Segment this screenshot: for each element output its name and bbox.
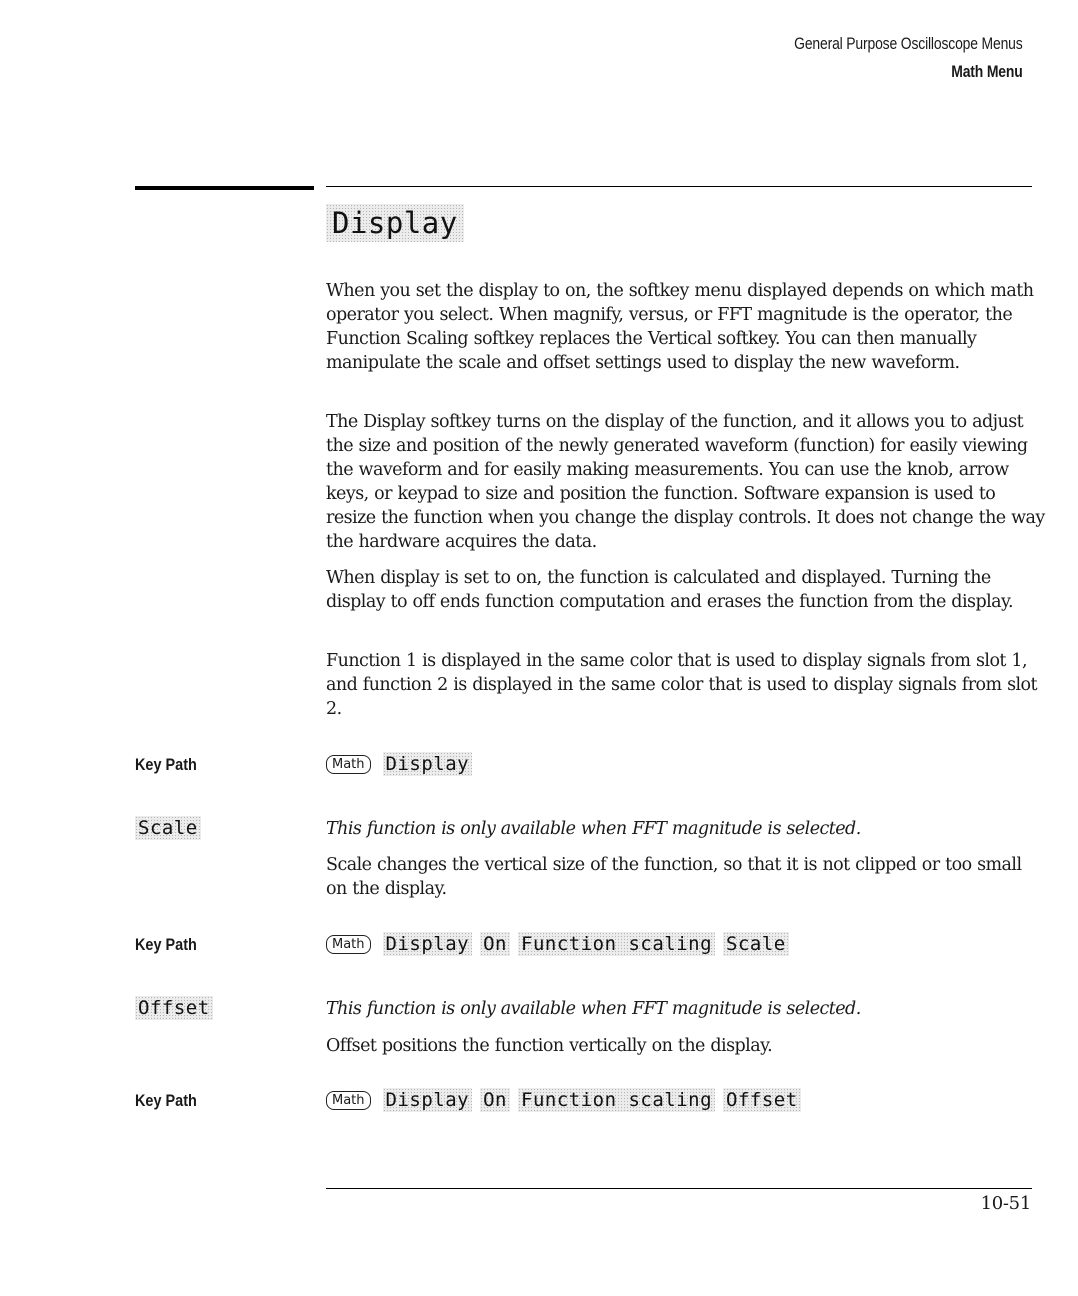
- key-path-label: Key Path: [135, 935, 197, 954]
- offset-description: Offset positions the function vertically on the display.: [326, 1036, 773, 1056]
- display-softkey: Display: [383, 1088, 473, 1112]
- top-rule: [326, 186, 1032, 187]
- chapter-title: General Purpose Oscilloscope Menus: [794, 34, 1023, 53]
- paragraph: The Display softkey turns on the display of the function, and it allows you to adjust the size and position of the newly generated waveform (function) for easily viewing the waveform and for easily making measurements. You can use the knob, arrow keys, or keypad to size and position the function. Software expansion is used to resize the function when you change the display controls. It does not change the way the hardware acquires the data.: [326, 412, 1045, 552]
- bottom-rule: [326, 1188, 1032, 1189]
- function-scaling-softkey: Function scaling: [518, 1088, 715, 1112]
- on-softkey: On: [480, 1088, 510, 1112]
- key-path-offset: [326, 1088, 801, 1112]
- offset-softkey: Offset: [723, 1088, 801, 1112]
- offset-note: This function is only available when FFT magnitude is selected.: [326, 999, 861, 1019]
- page-title: Display: [326, 204, 464, 242]
- key-path-display: [326, 752, 472, 776]
- paragraph: When you set the display to on, the softkey menu displayed depends on which math operator you select. When magnify, versus, or FFT magnitude is the operator, the Function Scaling softkey replaces the Vertical softkey. You can then manually manipulate the scale and offset settings used to display the new waveform.: [326, 281, 1034, 373]
- running-header: [744, 30, 1023, 86]
- math-hardkey: Math: [326, 1091, 371, 1110]
- scale-softkey: Scale: [723, 932, 789, 956]
- key-path-scale: [326, 932, 789, 956]
- scale-note: This function is only available when FFT magnitude is selected.: [326, 819, 861, 839]
- thick-rule: [135, 186, 314, 190]
- paragraph: Function 1 is displayed in the same color that is used to display signals from slot 1, and function 2 is displayed in the same color that is used to display signals from slot 2.: [326, 651, 1038, 719]
- on-softkey: On: [480, 932, 510, 956]
- offset-softkey-label: Offset: [135, 996, 213, 1020]
- scale-softkey-label: Scale: [135, 816, 201, 840]
- key-path-label: Key Path: [135, 1091, 197, 1110]
- page-number: 10-51: [980, 1193, 1031, 1214]
- key-path-label: Key Path: [135, 755, 197, 774]
- display-softkey: Display: [383, 932, 473, 956]
- display-softkey: Display: [383, 752, 473, 776]
- paragraph: When display is set to on, the function is calculated and displayed. Turning the display to off ends function computation and erases the function from the display.: [326, 568, 1014, 612]
- section-title: Math Menu: [951, 62, 1023, 81]
- math-hardkey: Math: [326, 755, 371, 774]
- function-scaling-softkey: Function scaling: [518, 932, 715, 956]
- scale-description: Scale changes the vertical size of the function, so that it is not clipped or too small on the display.: [326, 855, 1022, 899]
- math-hardkey: Math: [326, 935, 371, 954]
